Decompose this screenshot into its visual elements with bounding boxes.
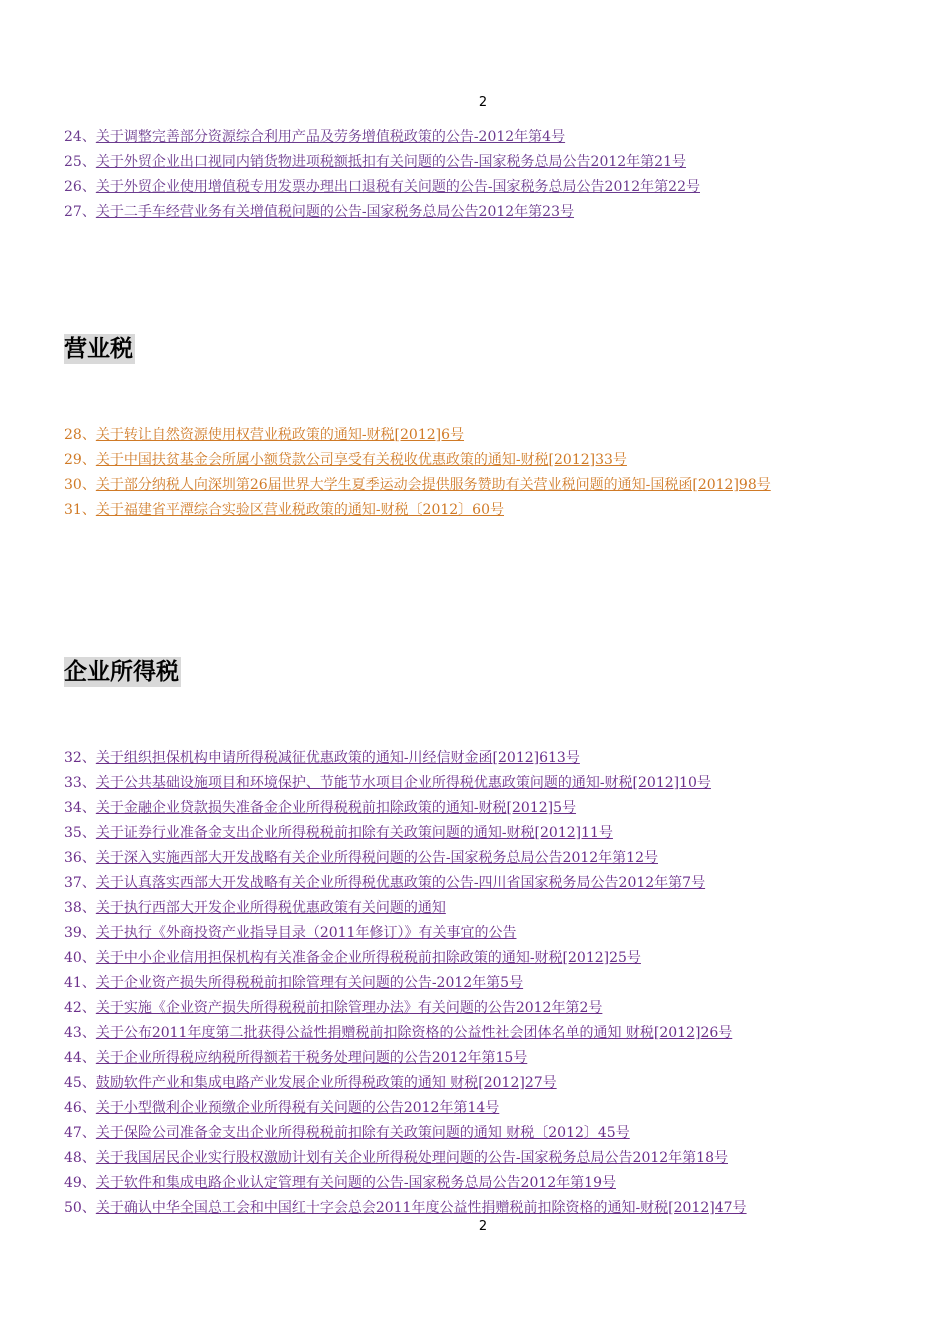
document-link[interactable]: 关于确认中华全国总工会和中国红十字会总会2011年度公益性捐赠税前扣除资格的通知-财税[2012]47号 [95,1200,747,1216]
list-item[interactable]: 48、关于我国居民企业实行股权激励计划有关企业所得税处理问题的公告-国家税务总局公告2012年第18号 [64,1150,728,1166]
document-link[interactable]: 鼓励软件产业和集成电路产业发展企业所得税政策的通知 财税[2012]27号 [95,1075,557,1091]
enterprise-income-tax-link-list [64,746,894,1221]
document-link[interactable]: 关于认真落实西部大开发战略有关企业所得税优惠政策的公告-四川省国家税务局公告2012年第7号 [95,875,706,891]
document-link[interactable]: 关于实施《企业资产损失所得税税前扣除管理办法》有关问题的公告2012年第2号 [95,1000,603,1016]
document-link[interactable]: 关于公布2011年度第二批获得公益性捐赠税前扣除资格的公益性社会团体名单的通知 财税[2012]26号 [95,1025,733,1041]
page-number-bottom: 2 [478,1219,488,1234]
list-item[interactable]: 28、关于转让自然资源使用权营业税政策的通知-财税[2012]6号 [64,427,465,443]
page-number-top: 2 [478,95,488,110]
list-item[interactable]: 35、关于证券行业准备金支出企业所得税税前扣除有关政策问题的通知-财税[2012]11号 [64,825,613,841]
list-item[interactable]: 32、关于组织担保机构申请所得税减征优惠政策的通知-川经信财金函[2012]613号 [64,750,580,766]
list-item[interactable]: 24、关于调整完善部分资源综合利用产品及劳务增值税政策的公告-2012年第4号 [64,129,566,145]
list-item[interactable]: 50、关于确认中华全国总工会和中国红十字会总会2011年度公益性捐赠税前扣除资格的通知-财税[2012]47号 [64,1200,747,1216]
document-link[interactable]: 关于执行西部大开发企业所得税优惠政策有关问题的通知 [95,900,446,916]
list-item[interactable]: 47、关于保险公司准备金支出企业所得税税前扣除有关政策问题的通知 财税〔2012〕45号 [64,1125,630,1141]
document-link[interactable]: 关于中小企业信用担保机构有关准备金企业所得税税前扣除政策的通知-财税[2012]25号 [95,950,641,966]
list-item[interactable]: 42、关于实施《企业资产损失所得税税前扣除管理办法》有关问题的公告2012年第2号 [64,1000,603,1016]
list-item[interactable]: 27、关于二手车经营业务有关增值税问题的公告-国家税务总局公告2012年第23号 [64,204,575,220]
list-item[interactable]: 41、关于企业资产损失所得税税前扣除管理有关问题的公告-2012年第5号 [64,975,524,991]
list-item[interactable]: 25、关于外贸企业出口视同内销货物进项税额抵扣有关问题的公告-国家税务总局公告2012年第21号 [64,154,686,170]
document-link[interactable]: 关于组织担保机构申请所得税减征优惠政策的通知-川经信财金函[2012]613号 [95,750,580,766]
list-item[interactable]: 36、关于深入实施西部大开发战略有关企业所得税问题的公告-国家税务总局公告2012年第12号 [64,850,658,866]
document-link[interactable]: 关于软件和集成电路企业认定管理有关问题的公告-国家税务总局公告2012年第19号 [95,1175,616,1191]
document-link[interactable]: 关于转让自然资源使用权营业税政策的通知-财税[2012]6号 [95,427,465,443]
section-heading-enterprise-income-tax: 企业所得税 [64,659,179,685]
list-item[interactable]: 33、关于公共基础设施项目和环境保护、节能节水项目企业所得税优惠政策问题的通知-财税[2012]10号 [64,775,711,791]
list-item[interactable]: 43、关于公布2011年度第二批获得公益性捐赠税前扣除资格的公益性社会团体名单的通知 财税[2012]26号 [64,1025,733,1041]
list-item[interactable]: 49、关于软件和集成电路企业认定管理有关问题的公告-国家税务总局公告2012年第19号 [64,1175,616,1191]
document-link[interactable]: 关于执行《外商投资产业指导目录（2011年修订）》有关事宜的公告 [95,925,517,941]
document-link[interactable]: 关于保险公司准备金支出企业所得税税前扣除有关政策问题的通知 财税〔2012〕45号 [95,1125,630,1141]
list-item[interactable]: 31、关于福建省平潭综合实验区营业税政策的通知-财税〔2012〕60号 [64,502,505,518]
list-item[interactable]: 30、关于部分纳税人向深圳第26届世界大学生夏季运动会提供服务赞助有关营业税问题的通知-国税函[2012]98号 [64,477,771,493]
list-item[interactable]: 46、关于小型微利企业预缴企业所得税有关问题的公告2012年第14号 [64,1100,500,1116]
document-link[interactable]: 关于二手车经营业务有关增值税问题的公告-国家税务总局公告2012年第23号 [95,204,575,220]
list-item[interactable]: 26、关于外贸企业使用增值税专用发票办理出口退税有关问题的公告-国家税务总局公告2012年第22号 [64,179,700,195]
document-link[interactable]: 关于我国居民企业实行股权激励计划有关企业所得税处理问题的公告-国家税务总局公告2012年第18号 [95,1150,728,1166]
list-item[interactable]: 37、关于认真落实西部大开发战略有关企业所得税优惠政策的公告-四川省国家税务局公告2012年第7号 [64,875,706,891]
list-item[interactable]: 44、关于企业所得税应纳税所得额若干税务处理问题的公告2012年第15号 [64,1050,528,1066]
document-link[interactable]: 关于企业所得税应纳税所得额若干税务处理问题的公告2012年第15号 [95,1050,528,1066]
document-link[interactable]: 关于小型微利企业预缴企业所得税有关问题的公告2012年第14号 [95,1100,500,1116]
list-item[interactable]: 40、关于中小企业信用担保机构有关准备金企业所得税税前扣除政策的通知-财税[2012]25号 [64,950,641,966]
list-item[interactable]: 39、关于执行《外商投资产业指导目录（2011年修订）》有关事宜的公告 [64,925,517,941]
document-link[interactable]: 关于中国扶贫基金会所属小额贷款公司享受有关税收优惠政策的通知-财税[2012]33号 [95,452,627,468]
list-item[interactable]: 45、鼓励软件产业和集成电路产业发展企业所得税政策的通知 财税[2012]27号 [64,1075,557,1091]
document-link[interactable]: 关于公共基础设施项目和环境保护、节能节水项目企业所得税优惠政策问题的通知-财税[2012]10号 [95,775,711,791]
list-item[interactable]: 38、关于执行西部大开发企业所得税优惠政策有关问题的通知 [64,900,446,916]
vat-link-list [64,125,894,225]
document-link[interactable]: 关于福建省平潭综合实验区营业税政策的通知-财税〔2012〕60号 [95,502,505,518]
document-link[interactable]: 关于深入实施西部大开发战略有关企业所得税问题的公告-国家税务总局公告2012年第12号 [95,850,658,866]
section-heading-business-tax: 营业税 [64,336,133,362]
business-tax-link-list [64,423,894,523]
list-item[interactable]: 34、关于金融企业贷款损失准备金企业所得税税前扣除政策的通知-财税[2012]5号 [64,800,577,816]
document-link[interactable]: 关于证券行业准备金支出企业所得税税前扣除有关政策问题的通知-财税[2012]11号 [95,825,613,841]
document-link[interactable]: 关于金融企业贷款损失准备金企业所得税税前扣除政策的通知-财税[2012]5号 [95,800,577,816]
document-link[interactable]: 关于部分纳税人向深圳第26届世界大学生夏季运动会提供服务赞助有关营业税问题的通知-国税函[2012]98号 [95,477,771,493]
document-link[interactable]: 关于调整完善部分资源综合利用产品及劳务增值税政策的公告-2012年第4号 [95,129,566,145]
document-link[interactable]: 关于企业资产损失所得税税前扣除管理有关问题的公告-2012年第5号 [95,975,524,991]
document-link[interactable]: 关于外贸企业使用增值税专用发票办理出口退税有关问题的公告-国家税务总局公告2012年第22号 [95,179,700,195]
list-item[interactable]: 29、关于中国扶贫基金会所属小额贷款公司享受有关税收优惠政策的通知-财税[2012]33号 [64,452,627,468]
document-link[interactable]: 关于外贸企业出口视同内销货物进项税额抵扣有关问题的公告-国家税务总局公告2012年第21号 [95,154,686,170]
